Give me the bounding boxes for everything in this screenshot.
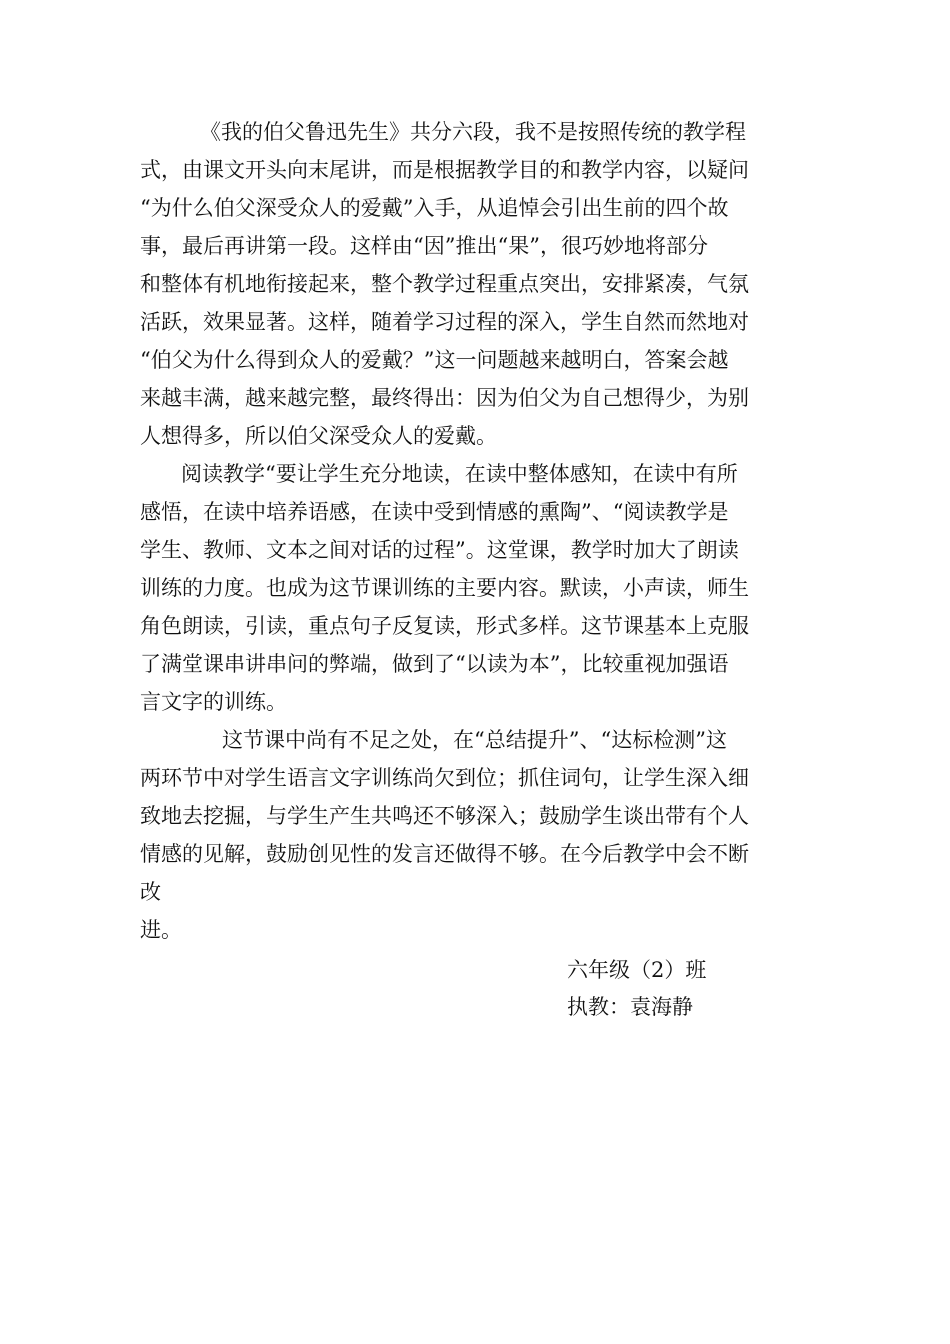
- paragraph-1-line-8: 来越丰满，越来越完整，最终得出：因为伯父为自己想得少，为别: [140, 386, 749, 410]
- paragraph-1-line-1: 《我的伯父鲁迅先生》共分六段，我不是按照传统的教学程: [200, 120, 746, 144]
- paragraph-3-line-1: 这节课中尚有不足之处，在“总结提升”、“达标检测”这: [222, 728, 727, 752]
- paragraph-2-line-1: 阅读教学“要让学生充分地读，在读中整体感知，在读中有所: [181, 462, 738, 486]
- paragraph-1-line-3: “为什么伯父深受众人的爱戴”入手，从追悼会引出生前的四个故: [140, 196, 729, 220]
- class-name: 六年级（2）班: [567, 958, 707, 982]
- paragraph-2-line-7: 言文字的训练。: [140, 690, 287, 714]
- paragraph-3-line-3: 致地去挖掘，与学生产生共鸣还不够深入；鼓励学生谈出带有个人: [140, 804, 749, 828]
- paragraph-2-line-2: 感悟，在读中培养语感，在读中受到情感的熏陶”、“阅读教学是: [140, 500, 729, 524]
- teacher-name: 执教：袁海静: [567, 995, 693, 1019]
- paragraph-3-line-5: 改: [140, 880, 161, 904]
- paragraph-2-line-6: 了满堂课串讲串问的弊端，做到了“以读为本”，比较重视加强语: [140, 652, 729, 676]
- paragraph-1-line-5: 和整体有机地衔接起来，整个教学过程重点突出，安排紧凑，气氛: [140, 272, 749, 296]
- paragraph-1-line-9: 人想得多，所以伯父深受众人的爱戴。: [140, 424, 497, 448]
- paragraph-2-line-3: 学生、教师、文本之间对话的过程”。这堂课，教学时加大了朗读: [140, 538, 739, 562]
- paragraph-2-line-5: 角色朗读，引读，重点句子反复读，形式多样。这节课基本上克服: [140, 614, 749, 638]
- paragraph-3-line-4: 情感的见解，鼓励创见性的发言还做得不够。在今后教学中会不断: [140, 842, 749, 866]
- paragraph-1-line-7: “伯父为什么得到众人的爱戴？”这一问题越来越明白，答案会越: [140, 348, 729, 372]
- paragraph-3-line-6: 进。: [140, 918, 182, 942]
- paragraph-2-line-4: 训练的力度。也成为这节课训练的主要内容。默读，小声读，师生: [140, 576, 749, 600]
- paragraph-1-line-2: 式，由课文开头向末尾讲，而是根据教学目的和教学内容，以疑问: [140, 158, 749, 182]
- paragraph-1-line-4: 事，最后再讲第一段。这样由“因”推出“果”，很巧妙地将部分: [140, 234, 708, 258]
- paragraph-3-line-2: 两环节中对学生语言文字训练尚欠到位；抓住词句，让学生深入细: [140, 766, 749, 790]
- paragraph-1-line-6: 活跃，效果显著。这样，随着学习过程的深入，学生自然而然地对: [140, 310, 749, 334]
